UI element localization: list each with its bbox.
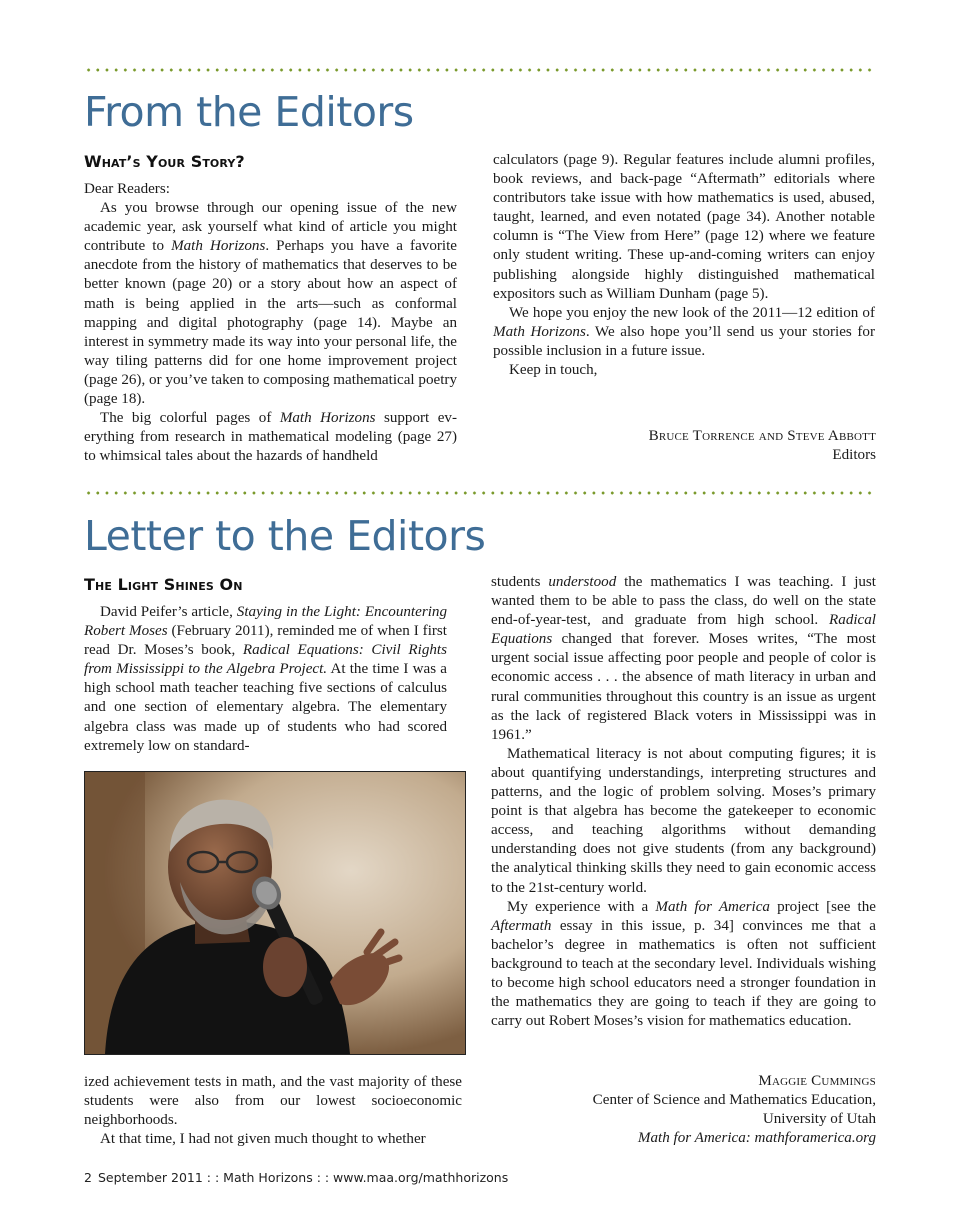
letter-left-top-column	[84, 603, 447, 756]
editors-right-column	[493, 151, 875, 380]
editors-paragraph: The big colorful pages of Math Horizons support everything from research in mathematical modeling (page 27) to whimsical tales about the hazards of handheld	[84, 410, 457, 465]
letter-left-bottom-column	[84, 1073, 462, 1149]
signature-university: University of Utah	[762, 1111, 876, 1128]
letter-paragraph: David Peifer’s article, Staying in the Light: Encountering Robert Moses (February 2011), reminded me of when I first read Dr. Moses’s book, Radical Equations: Civil Rights from Mississippi to the Algebra Project. At the time I was a high school math teacher teaching five sections of calculus and one section of elementary algebra. The elementary algebra class was made up of students who had scored extremely low on standard-	[84, 604, 448, 754]
editors-paragraph: calculators (page 9). Regular features include alumni profiles, book reviews, and back-page “Aftermath” editorials where contributors take issue with how mathematics is used, abused, taught, learned, and even notated (page 34). Another notable column is “The View from Here” (page 12) where we feature only student writing. These up-and-coming writers can enjoy publishing alongside highly distinguished mathematical expositors such as William Dunham (page 5).	[493, 152, 875, 302]
page-footer	[84, 1170, 514, 1185]
letter-title: Letter to the Editors	[84, 512, 486, 560]
divider-middle	[84, 491, 876, 495]
signature-affiliation: Center of Science and Mathematics Education,	[592, 1092, 876, 1109]
editors-paragraph: As you browse through our opening issue of the new academic year, ask yourself what kind of article you might contribute to Math Horizons. Perhaps you have a favorite anecdote from the history of mathematics that deserves to be better known (page 20) or a story about how an aspect of math is being applied in the arts—such as conformal mapping and digital photography (page 14). Maybe an interest in symmetry made its way into your personal life, the way tiling patterns did for one home improvement project (page 26), or you’ve taken to composing mathematical poetry (page 18).	[84, 200, 457, 408]
letter-right-column	[491, 573, 876, 1031]
signature-name: Maggie Cummings	[758, 1073, 876, 1089]
letter-paragraph: At that time, I had not given much thought to whether	[100, 1131, 426, 1148]
editors-heading: What’s Your Story?	[84, 152, 245, 171]
page-number: 2	[84, 1170, 92, 1185]
letter-heading: The Light Shines On	[84, 575, 243, 594]
speaker-photo	[84, 771, 466, 1055]
editors-left-column	[84, 180, 457, 466]
editors-closing: Keep in touch,	[509, 362, 598, 379]
signature-role: Editors	[832, 447, 876, 464]
editors-title: From the Editors	[84, 88, 414, 136]
divider-top	[84, 68, 876, 72]
letter-paragraph: ized achievement tests in math, and the vast majority of these students were also from our lowest socioeconomic neighborhoods.	[84, 1074, 462, 1129]
footer-text: September 2011 : : Math Horizons : : www.maa.org/mathhorizons	[97, 1170, 509, 1185]
letter-paragraph: students understood the mathematics I was teaching. I just wanted them to be able to pass the class, do well on the state end-of-year-test, and graduate from high school. Radical Equations changed that forever. Moses writes, “The most urgent social issue affecting poor people and people of color is economic access . . . the absence of math literacy in urban and rural communities throughout this country is an issue as urgent as the lack of registered Black voters in Mississippi was in 1961.”	[491, 574, 876, 743]
salutation: Dear Readers:	[84, 181, 170, 197]
signature-names: Bruce Torrence and Steve Abbott	[648, 428, 876, 444]
editors-signature	[649, 427, 876, 465]
letter-signature	[593, 1072, 876, 1148]
signature-website: Math for America: mathforamerica.org	[637, 1130, 876, 1147]
letter-paragraph: My experience with a Math for America project [see the Aftermath essay in this issue, p. 34] convinces me that a bachelor’s degree in mathematics is often not sufficient background to teach at the secondary level. Individuals wishing to become high school educators need a stronger foundation in the mathematics they are going to teach if they are going to carry out Robert Moses’s vision for mathematics education.	[491, 898, 876, 1030]
editors-paragraph: We hope you enjoy the new look of the 2011—12 edition of Math Horizons. We also hope you’ll send us your stories for possible inclusion in a future issue.	[493, 304, 875, 359]
letter-paragraph: Mathematical literacy is not about computing figures; it is about quantifying understandings, interpreting structures and patterns, and the logic of problem solving. Moses’s primary point is that algebra has become the gatekeeper to economic access, and teaching algorithms without demanding understanding does not give students (from any background) the analytical thinking skills they need to gain economic access to the 21st-century world.	[491, 745, 876, 896]
